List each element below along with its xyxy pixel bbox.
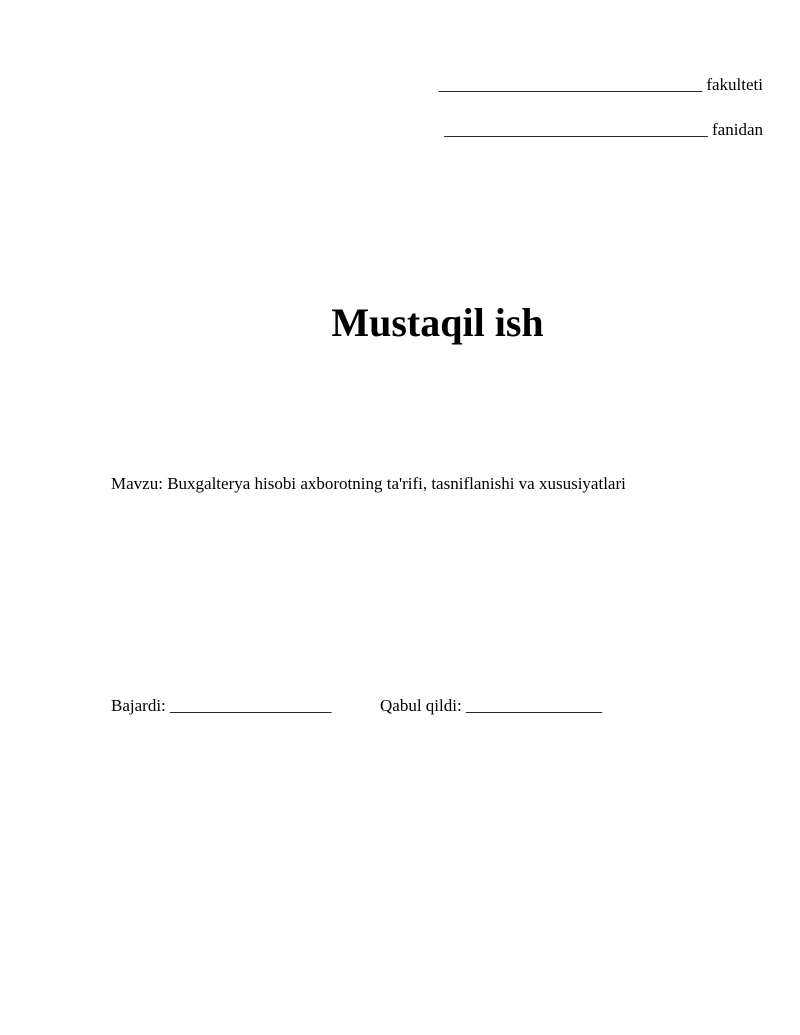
subject-label: fanidan bbox=[712, 120, 763, 139]
performed-blank: ___________________ bbox=[170, 696, 332, 715]
subject-line bbox=[444, 120, 763, 140]
topic-label: Mavzu: bbox=[111, 474, 163, 493]
faculty-line bbox=[439, 75, 763, 95]
topic-text: Buxgalterya hisobi axborotning ta'rifi, tasniflanishi va xususiyatlari bbox=[167, 474, 626, 493]
document-title: Mustaqil ish bbox=[331, 300, 544, 345]
topic-line bbox=[111, 474, 626, 494]
subject-blank: _______________________________ bbox=[444, 120, 708, 139]
faculty-blank: _______________________________ bbox=[438, 75, 703, 94]
performed-label: Bajardi: bbox=[111, 696, 166, 715]
accepted-label: Qabul qildi: bbox=[380, 696, 462, 715]
signature-row bbox=[111, 696, 602, 716]
faculty-label: fakulteti bbox=[706, 75, 763, 94]
accepted-blank: ________________ bbox=[465, 696, 602, 715]
